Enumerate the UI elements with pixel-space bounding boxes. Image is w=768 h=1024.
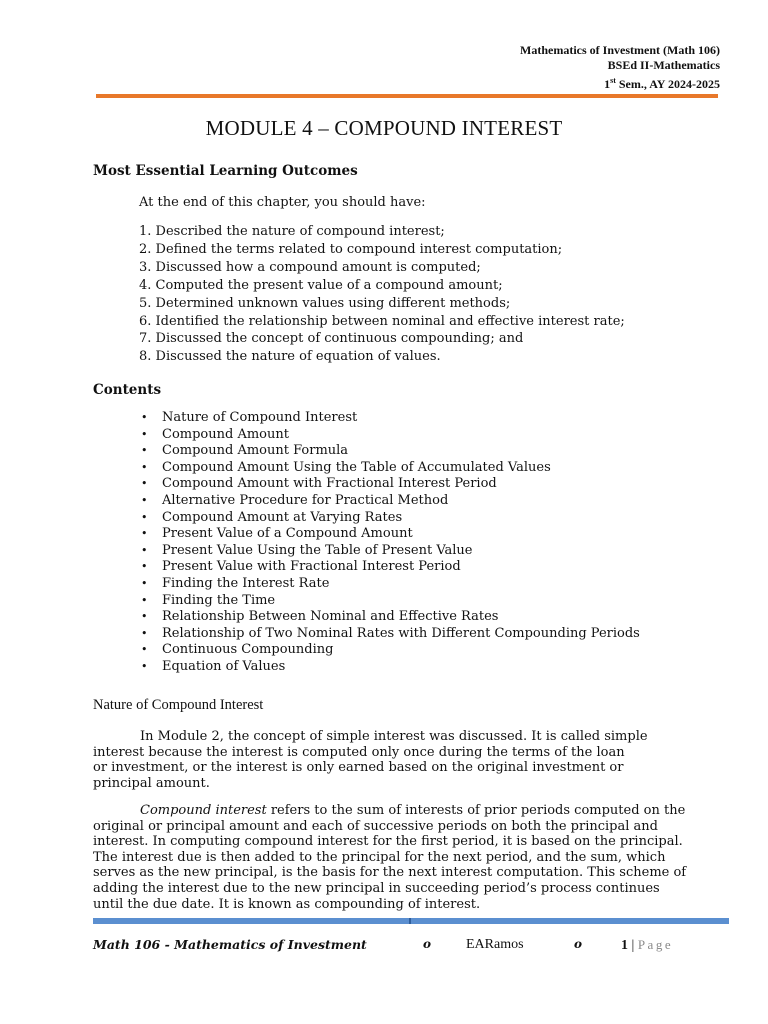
paragraph-line: until the due date. It is known as compounding of interest. bbox=[93, 896, 481, 912]
course-header bbox=[520, 43, 720, 92]
contents-item: • Nature of Compound Interest bbox=[141, 410, 358, 425]
term-compound-interest: Compound interest bbox=[140, 803, 267, 818]
outcome-item: 5. Determined unknown values using different methods; bbox=[139, 295, 511, 311]
paragraph-line: interest. In computing compound interest for the first period, it is based on the principal. bbox=[93, 834, 683, 850]
header-program: BSEd II-Mathematics bbox=[607, 58, 720, 72]
footer-divider bbox=[93, 918, 729, 924]
outcomes-intro: At the end of this chapter, you should have: bbox=[139, 195, 426, 210]
contents-item: • Present Value of a Compound Amount bbox=[141, 526, 413, 542]
footer-separator: o bbox=[423, 937, 432, 951]
outcome-item: 2. Defined the terms related to compound interest computation; bbox=[139, 241, 563, 257]
contents-item: • Equation of Values bbox=[141, 658, 286, 674]
contents-item: • Present Value Using the Table of Present Value bbox=[141, 542, 473, 558]
contents-item: • Relationship Between Nominal and Effective Rates bbox=[141, 609, 499, 625]
bullet-icon: • bbox=[141, 411, 148, 424]
contents-item: • Relationship of Two Nominal Rates with Different Compounding Periods bbox=[141, 625, 640, 641]
bullet-icon: • bbox=[141, 460, 148, 474]
bullet-icon: • bbox=[141, 643, 148, 657]
paragraph-line: interest because the interest is computed only once during the terms of the loan bbox=[93, 744, 625, 760]
contents-item: • Compound Amount Formula bbox=[141, 443, 349, 459]
outcomes-list bbox=[139, 223, 625, 366]
bullet-icon: • bbox=[141, 510, 148, 524]
nature-heading: Nature of Compound Interest bbox=[93, 697, 264, 713]
bullet-icon: • bbox=[141, 527, 148, 541]
paragraph-line: In Module 2, the concept of simple interest was discussed. It is called simple bbox=[140, 729, 648, 744]
paragraph-line: serves as the new principal, is the basis for the next interest computation. This scheme of bbox=[93, 865, 687, 881]
bullet-icon: • bbox=[141, 427, 148, 441]
outcome-item: 7. Discussed the concept of continuous compounding; and bbox=[139, 331, 524, 347]
outcome-item: 8. Discussed the nature of equation of values. bbox=[139, 349, 441, 365]
outcome-item: 4. Computed the present value of a compound amount; bbox=[139, 277, 503, 293]
outcome-item: 1. Described the nature of compound interest; bbox=[139, 224, 445, 239]
bullet-icon: • bbox=[141, 593, 148, 607]
bullet-icon: • bbox=[141, 659, 148, 673]
paragraph-line: original or principal amount and each of successive periods on both the principal and bbox=[93, 818, 658, 834]
header-course-title: Mathematics of Investment (Math 106) bbox=[520, 43, 720, 57]
header-semester: 1st Sem., AY 2024-2025 bbox=[604, 76, 720, 91]
header-divider bbox=[96, 94, 718, 98]
paragraph-line: Compound interest refers to the sum of interests of prior periods computed on the bbox=[140, 803, 686, 818]
paragraph-line: principal amount. bbox=[93, 775, 210, 791]
footer-author: EARamos bbox=[466, 937, 524, 952]
paragraph-line: The interest due is then added to the principal for the next period, and the sum, which bbox=[93, 849, 666, 865]
bullet-icon: • bbox=[141, 477, 148, 491]
contents-item: • Finding the Time bbox=[141, 592, 276, 608]
bullet-icon: • bbox=[141, 626, 148, 640]
nature-paragraph-2 bbox=[93, 803, 733, 912]
outcome-item: 3. Discussed how a compound amount is computed; bbox=[139, 259, 481, 275]
outcomes-heading: Most Essential Learning Outcomes bbox=[93, 163, 358, 179]
contents-list bbox=[141, 410, 640, 676]
page-number: 1 bbox=[621, 938, 628, 953]
bullet-icon: • bbox=[141, 543, 148, 557]
contents-item: • Compound Amount with Fractional Interest Period bbox=[141, 476, 497, 492]
footer-page: 1 | Page bbox=[621, 937, 674, 953]
paragraph-line: adding the interest due to the new principal in succeeding period’s process continues bbox=[93, 880, 660, 896]
contents-item: • Compound Amount bbox=[141, 426, 289, 442]
contents-item: • Present Value with Fractional Interest Period bbox=[141, 559, 461, 575]
nature-paragraph-1 bbox=[93, 729, 733, 791]
contents-item: • Finding the Interest Rate bbox=[141, 575, 330, 591]
paragraph-line: or investment, or the interest is only earned based on the original investment or bbox=[93, 760, 624, 776]
contents-heading: Contents bbox=[93, 382, 162, 398]
outcome-item: 6. Identified the relationship between nominal and effective interest rate; bbox=[139, 313, 625, 329]
contents-item: • Compound Amount Using the Table of Accumulated Values bbox=[141, 459, 551, 475]
bullet-icon: • bbox=[141, 560, 148, 574]
page-label: Page bbox=[637, 937, 674, 952]
module-title: MODULE 4 – COMPOUND INTEREST bbox=[205, 116, 563, 140]
contents-item: • Continuous Compounding bbox=[141, 642, 334, 658]
contents-item: • Alternative Procedure for Practical Method bbox=[141, 492, 449, 508]
footer-course: Math 106 - Mathematics of Investment bbox=[93, 937, 367, 952]
bullet-icon: • bbox=[141, 493, 148, 507]
bullet-icon: • bbox=[141, 576, 148, 590]
bullet-icon: • bbox=[141, 610, 148, 624]
footer-separator: o bbox=[574, 937, 583, 951]
bullet-icon: • bbox=[141, 444, 148, 458]
contents-item: • Compound Amount at Varying Rates bbox=[141, 509, 403, 525]
